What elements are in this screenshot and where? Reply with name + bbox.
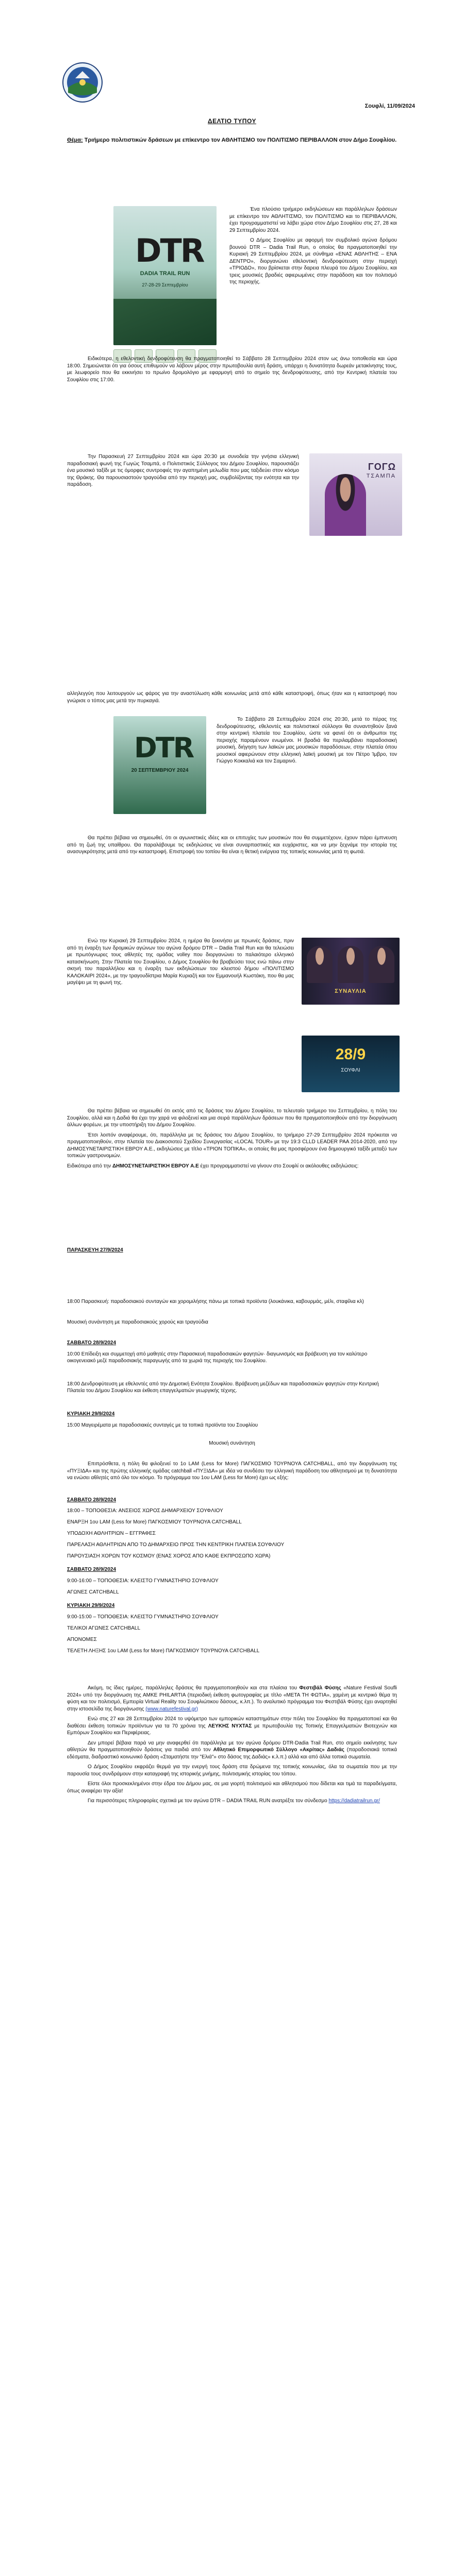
paragraph-3: Ειδικότερα, η εθελοντική δενδροφύτευση θα πραγματοποιηθεί το Σάββατο 28 Σεπτεμβρίου 2024 στον ως άνω τοποθεσία και ώρα 18:00. Σημειώνεται ότι για όσους επιθυμούν να λάβουν μέρος στην πρωτοβουλία αυτή δράση, υπάρχει η δυνατότητα δωρεάν μετακίνησης τους, με λεωφορείο που θα εκκινήσει το πρωίνο δρομολόγιο με εφαρμογή από το σημείο της δενδροφύτευσης, από την Κεντρική πλατεία του Σουφλίου στις 17:00. (67, 356, 397, 383)
paragraph-13 (67, 1685, 397, 1713)
catchball-saturday-heading: ΣΑΒΒΑΤΟ 28/9/2024 (67, 1497, 117, 1503)
poster-dtr-sub: DADIA TRAIL RUN (140, 270, 190, 277)
poster-dtr-title: DTR (135, 232, 204, 269)
catchball-saturday2-item-1: 9:00-16:00 – ΤΟΠΟΘΕΣΙΑ: ΚΛΕΙΣΤΟ ΓΥΜΝΑΣΤΗΡΙΟ ΣΟΥΦΛΙΟΥ (67, 1578, 219, 1584)
poster-dtr-dates: 27-28-29 Σεπτεμβρίου (142, 282, 188, 287)
paragraph-block-9 (67, 1108, 397, 1173)
catchball-saturday-item-2: ΕΝΑΡΞΗ 1ου LAM (Less for More) ΠΑΓΚΟΣΜΙΟΥ ΤΟΥΡΝΟΥΑ CATCHBALL (67, 1519, 242, 1525)
p13-text-c: «Nature Festival Soufli 2024» υπό την διοργάνωση της ΑΜΚΕ PHILARTIA (περιοδική έκθεση φωτογραφίας με τίτλο «ΜΕΤΑ ΤΗ ΦΩΤΙΑ», χαμένη με κεντρικό θέμα τη φύση και τον πολιτισμό, Εμπειρία Virtual Reality του Σουφλιώτικου δάσους, κ.λπ.). Το αναλυτικό πρόγραμμα του Φεστιβάλ Φύσης έχει αναρτηθεί στην ιστοσελίδα της διοργάνωσης (67, 1685, 397, 1712)
paragraph-11 (67, 1163, 397, 1170)
dtr-poster-image (113, 206, 217, 345)
p15-text-a: Δεν μπορεί βέβαια παρά να μην αναφερθεί ότι παράλληλα με τον αγώνα δρόμου DTR-Dadia Trail Run, στο σημείο εκκίνησης των αθλητών θα πραγματοποιηθούν δράσεις για παιδιά από τον (67, 1740, 397, 1753)
poster-dtr2-date: 20 ΣΕΠΤΕΜΒΡΙΟΥ 2024 (131, 768, 189, 773)
paragraph-block-7 (67, 835, 397, 859)
event-poster-image (302, 1036, 400, 1092)
municipality-logo (62, 62, 103, 103)
paragraph-10: Έτσι λοιπόν αναφέρουμε, ότι, παράλληλα με τις δράσεις του Δήμου Σουφλίου, το τριήμερο 27-29 Σεπτεμβρίου 2024 πρόκειται να πραγματοποιηθούν, στην πλατεία του Διακοσιοτεύ Σχεδίου Συνεργασίας «LOCAL TOUR» με την 19:3 CLLD LEADER PAA 2014-2020, από την ΔΗΜΟΣΥΝΕΤΑΙΡΙΣΤΙΚΗ ΕΒΡΟΥ Α.Ε., εκδηλώσεις με τίτλο «ΤΡΙΟΝ ΤΟΠΙΚΑ», οι οποίες θα μας προσφέρουν ένα δημιουργικό ταξίδι μεταξύ των τοπικών γαστρονομιών. (67, 1132, 397, 1159)
sunday-item-2: Μουσική συνάντηση (209, 1440, 255, 1446)
p14-white-night: ΛΕΥΚΗΣ ΝΥΧΤΑΣ (208, 1723, 252, 1729)
paragraph-block-6 (217, 716, 397, 768)
event-date-caption: 28/9 (335, 1046, 366, 1063)
paragraph-block-3 (67, 355, 397, 386)
paragraph-6: Το Σάββατο 28 Σεπτεμβρίου 2024 στις 20:30, μετά το πέρας της δενδροφύτευσης, εθελοντές και πολιτιστικοί σύλλογοι θα συναντηθούν ξανά στην κεντρική πλατεία του Σουφλίου, ώστε να φανεί ότι οι άνθρωποι της περιοχής παραμένουν ενωμένοι. Η βραδιά θα περιλαμβάνει παραδοσιακή μουσική, διήγηση των λαϊκών μας μουσικών παραδόσεων, στην πλατεία όπου μουσικοί αφιερώνουν στην ελληνική λαϊκή μουσική με τον Πέτρο Ίμβρο, τον Γιώργο Κοκκαλιά και τον Σαμαρινό. (217, 717, 397, 764)
saturday-item-1: 10:00 Επίδειξη και συμμετοχή από μαθητές στην Παρασκευή παραδοσιακών φαγητών· διαγωνισμός και βράβευση για τον καλύτερο οικογενειακό μεζέ παραδοσιακής παραγωγής από τα χωριά της περιοχής του Σουφλίου. (67, 1351, 368, 1364)
subject-text: Τριήμερο πολιτιστικών δράσεων με επίκεντρο τον ΑΘΛΗΤΙΣΜΟ τον ΠΟΛΙΤΙΣΜΟ ΠΕΡΙΒΑΛΛΟΝ στον Δήμο Σουφλίου. (84, 137, 397, 143)
p13-text-a: Ακόμη, τις ίδιες ημέρες, παράλληλες δράσεις θα πραγματοποιηθούν και στα πλαίσια του (88, 1685, 297, 1691)
singer-figure (325, 474, 366, 536)
catchball-saturday-item-1: 18:00 – ΤΟΠΟΘΕΣΙΑ: ΑΝΣΕΙΟΣ ΧΩΡΟΣ ΔΗΜΑΡΧΕΙΟΥ ΣΟΥΦΛΙΟΥ (67, 1508, 223, 1514)
p13-festival: Φεστιβάλ Φύσης (299, 1685, 341, 1691)
paragraph-15 (67, 1740, 397, 1761)
paragraph-block-closing (67, 1685, 397, 1808)
catchball-saturday-item-4: ΠΑΡΕΛΑΣΗ ΑΘΛΗΤΡΙΩΝ ΑΠΟ ΤΟ ΔΗΜΑΡΧΕΙΟ ΠΡΟΣ ΤΗΝ ΚΕΝΤΡΙΚΗ ΠΛΑΤΕΙΑ ΣΟΥΦΛΙΟΥ (67, 1542, 285, 1548)
paragraph-intro (229, 206, 397, 289)
catchball-sunday-item-1: 9:00-15:00 – ΤΟΠΟΘΕΣΙΑ: ΚΛΕΙΣΤΟ ΓΥΜΝΑΣΤΗΡΙΟ ΣΟΥΦΛΙΟΥ (67, 1614, 219, 1620)
singer-poster-image (309, 453, 402, 536)
event-place-caption: ΣΟΥΦΛΙ (341, 1067, 360, 1073)
saturday-item-2: 18:00 Δενδροφύτευση με εθελοντές από την Δημοτική Ενότητα Σουφλίου. Βράβευση μεζέδων και παραδοσιακών φαγητών στην Κεντρική Πλατεία του Δήμου Σουφλίου και έκθεση επαγγελματιών γεωργικής τέχνης. (67, 1381, 379, 1394)
dtr-second-poster-image (113, 716, 206, 814)
p18-text-a: Για περισσότερες πληροφορίες σχετικά με τον αγώνα DTR – DADIA TRAIL RUN ανατρέξτε τον σύνδεσμο (88, 1798, 327, 1804)
paragraph-1: Ένα πλούσιο τριήμερο εκδηλώσεων και παράλληλων δράσεων με επίκεντρο τον ΑΘΛΗΤΙΣΜΟ, τον ΠΟΛΙΤΙΣΜΟ και το ΠΕΡΙΒΑΛΛΟΝ, έχει προγραμματιστεί να λάβει χώρα στον Δήμο Σουφλίου στις 27, 28 και 29 Σεπτεμβρίου 2024. (229, 207, 397, 233)
p14-text-c: με πρωτοβουλία της Τοπικής Επαγγελματιών Βιοτεχνών και Εμπόρων Σουφλίου και Περιφέρειας. (67, 1723, 397, 1736)
p11-org: ΔΗΜΟΣΥΝΕΤΑΙΡΙΣΤΙΚΗ ΕΒΡΟΥ Α.Ε (112, 1163, 199, 1169)
p15-club: Αθλητικό Επιμορφωτικό Σύλλογο «Ακρίτας» Δαδιάς (213, 1747, 344, 1753)
paragraph-block-8 (67, 938, 294, 990)
poster-dtr2-title: DTR (134, 732, 193, 764)
catchball-saturday2-item-2: ΑΓΩΝΕΣ CATCHBALL (67, 1589, 119, 1595)
concert-caption: ΣΥΝΑΥΛΙΑ (335, 988, 367, 994)
saturday-heading: ΣΑΒΒΑΤΟ 28/9/2024 (67, 1340, 117, 1346)
friday-heading: ΠΑΡΑΣΚΕΥΗ 27/9/2024 (67, 1247, 123, 1253)
paragraph-14 (67, 1716, 397, 1737)
performers-row (307, 946, 394, 983)
paragraph-18 (67, 1798, 397, 1805)
catchball-sunday-item-3: ΑΠΟΝΟΜΕΣ (67, 1637, 97, 1642)
document-date: Σουφλί, 11/09/2024 (364, 103, 415, 109)
p15-text-c: (παραδοσιακά τοπικά εδέσματα, διαδραστικό κοινωνικό δράση «Σταματήστε την "Ελιά"» στο δάσος της Δαδιάς» κ.λ.π.) αλλά και από άλλα τοπικά σωματεία. (67, 1747, 397, 1760)
concert-poster-image (302, 938, 400, 1005)
catchball-sunday-item-4: ΤΕΛΕΤΗ ΛΗΞΗΣ 1ου LAM (Less for More) ΠΑΓΚΟΣΜΙΟΥ ΤΟΥΡΝΟΥΑ CATCHBALL (67, 1648, 260, 1654)
document-subject (67, 136, 397, 144)
p11-text-a: Ειδικότερα από την (67, 1163, 111, 1169)
dtr-website-link[interactable]: https://dadiatrailrun.gr/ (328, 1798, 380, 1804)
catchball-saturday-item-5: ΠΑΡΟΥΣΙΑΣΗ ΧΟΡΩΝ ΤΟΥ ΚΟΣΜΟΥ (ΕΝΑΣ ΧΟΡΟΣ ΑΠΟ ΚΑΘΕ ΕΚΠΡΟΣΩΠΟ ΧΩΡΑ) (67, 1553, 271, 1559)
paragraph-7: Θα πρέπει βέβαια να σημειωθεί, ότι οι αγωνιστικές ιδέες και οι επιτυχίες των μουσικών που θα συμμετέχουν, έχουν πάρει έμπνευση από τη ζωή της υπαίθρου. Θα παραλάβουμε τις εκδηλώσεις να είναι συναρπαστικές και ευχάριστες, και να μην ξεχνάμε την ιστορία της ανασυγκρότησης μετά από την καταστροφή. Επιστροφή του τοπίου θα είναι η θετική ενέργεια της τοπικής κοινωνίας μετά τη φωτιά. (67, 835, 397, 855)
paragraph-block-12 (67, 1461, 397, 1485)
p14-text-a: Ενώ στις 27 και 28 Σεπτεμβρίου 2024 το υψόμετρο των εμπορικών καταστημάτων στην πόλη του Σουφλίου θα πραγματοποιεί και θα διαθέσει έκθεση τοπικών προϊόντων για τα 70 χρόνια της (67, 1716, 397, 1729)
performer-figure (307, 946, 333, 983)
sunday-item-1: 15:00 Μαγειρέματα με παραδοσιακές συνταγές με τα τοπικά προϊόντα του Σουφλίου (67, 1422, 258, 1428)
paragraph-5: αλληλεγγύη που λειτουργούν ως φάρος για την αναστύλωση κάθε κοινωνίας μετά από κάθε καταστροφή, όπως ήταν και η καταστροφή που γνώρισε ο τόπος μας μετά την πυρκαγιά. (67, 691, 397, 704)
subject-label: Θέμα: (67, 137, 83, 143)
sunday-heading: ΚΥΡΙΑΚΗ 29/9/2024 (67, 1411, 115, 1417)
catchball-sunday-heading: ΚΥΡΙΑΚΗ 29/9/2024 (67, 1603, 115, 1608)
paragraph-2: Ο Δήμος Σουφλίου με αφορμή τον συμβολικό αγώνα δρόμου βουνού DTR – Dadia Trail Run, ο οποίος θα πραγματοποιηθεί την Κυριακή 29 Σεπτεμβρίου 2024, με σύνθημα «ΕΝΑΣ ΑΘΛΗΤΗΣ – ΕΝΑ ΔΕΝΤΡΟ», διοργανώνει εθελοντική δενδροφύτευση στην περιοχή «ΤΡΙΟΔΟ», που βρίσκεται στην δαρεια πλευρά του Δήμου Σουφλίου, και τρεις μουσικές βραδιές αφιερωμένες στην παράδοση και τον πολιτισμό της περιοχής. (229, 238, 397, 285)
paragraph-8: Ενώ την Κυριακή 29 Σεπτεμβρίου 2024, η ημέρα θα ξεκινήσει με πρωινές δράσεις, πριν από τη έναρξη των δρομικών αγώνων του αγώνα δρόμου DTR – Dadia Trail Run και θα τελειώσει με πρωτόγνωρες τους αθλητές της ομάδας volley που διοργανώνει το παλαιότερο ελληνικό κατασκήνωση. Στην Πλατεία του Σουφλίου, ο Δήμος Σουφλίου θα βραβεύσει τους ενώ πάνω στην σκηνή του παραλλήλου και η έναρξη των εκδηλώσεων του κλειστού δήμου «ΠΟΛΙΤΙΣΜΟ ΚΑΛΟΚΑΙΡΙ 2024», με την τραγουδίστρια Μαρία Κυριαζή και τον Εμμανουήλ Κωστάκη, που θα μας μαγέψει με τη φωνή της. (67, 938, 294, 986)
paragraph-17: Είστε όλοι προσκεκλημένοι στην έδρα του Δήμου μας, σε μια γιορτή πολιτισμού και αθλητισμού που δίδεται και τιμά τα παραδείγματα, όπως αναφέρει την αξία! (67, 1781, 397, 1794)
document-title: ΔΕΛΤΙΟ ΤΥΠΟΥ (208, 117, 256, 125)
singer-name: ΓΟΓΩ (368, 462, 396, 472)
p11-text-c: έχει προγραμματιστεί να γίνουν στο Σουφλί οι ακόλουθες εκδηλώσεις: (200, 1163, 359, 1169)
catchball-saturday-item-3: ΥΠΟΔΟΧΗ ΑΘΛΗΤΡΙΩΝ – ΕΓΓΡΑΦΕΣ (67, 1531, 156, 1536)
paragraph-block-4 (67, 453, 299, 492)
performer-figure (369, 946, 394, 983)
paragraph-16: Ο Δήμος Σουφλίου εκφράζει θερμά για την ενεργή τους δράση στα δρώμενα της τοπικής κοινωνίας, όλα τα σωματεία που με την παρουσία τους συνδράμουν στην καταγραφή της ιστορικής μνήμης, πολιτισμικής ιστορίας του τόπου. (67, 1764, 397, 1777)
paragraph-block-5 (67, 690, 397, 707)
catchball-saturday2-heading: ΣΑΒΒΑΤΟ 28/9/2024 (67, 1567, 117, 1572)
paragraph-12: Επιπρόσθετα, η πόλη θα φιλοξενεί το 1ο LAM (Less for More) ΠΑΓΚΟΣΜΙΟ ΤΟΥΡΝΟΥΑ CATCHBALL, από την διοργάνωση της «ΠΥΞΙΔΑ» και της πρώτης ελληνικής ομάδας catchball «ΠΥΞΙΔΑ» με ιδέα να συνδέσει την ελληνική παράδοση του αθλητισμού με τη δυνατότητα να ενώσει αθλητές από όλο τον κόσμο. Το πρόγραμμα του 1ου LAM (Less for More) έχει ως εξής: (67, 1461, 397, 1481)
paragraph-9: Θα πρέπει βέβαια να σημειωθεί ότι εκτός από τις δράσεις του Δήμου Σουφλίου, το τελευταίο τριήμερο του Σεπτεμβρίου, η πόλη του Σουφλίου, αλλά και η Δαδιά θα έχει την χαρά να φιλοξενεί και μια σειρά παράλληλων δράσεων που θα πραγματοποιηθούν από την διοργάνωση άλλων φορέων, με την υποστήριξη του Δήμου Σουφλίου. (67, 1108, 397, 1128)
singer-surname: ΤΣΑΜΠΑ (366, 473, 396, 479)
catchball-sunday-item-2: ΤΕΛΙΚΟΙ ΑΓΩΝΕΣ CATCHBALL (67, 1625, 141, 1631)
friday-item-2: Μουσική συνάντηση με παραδοσιακούς χορούς και τραγούδια (67, 1319, 208, 1325)
performer-figure (338, 946, 363, 983)
paragraph-4: Την Παρασκευή 27 Σεπτεμβρίου 2024 και ώρα 20:30 με συνοδεία την γνήσια ελληνική παραδοσιακή φωνή της Γωγώς Τσαμπά, ο Πολιτιστικός Σύλλογος του Δήμου Σουφλίου, παρουσιάζει ένα μουσικό ταξίδι με τις όμορφες συντροφιές την αγαπημένη μελωδία που μας ταξιδεύει στον κόσμο της Θράκης. Θα παρουσιαστούν τραγούδια από την περιοχή μας, συμβολίζοντας την ενότητα και την παράδοση. (67, 454, 299, 487)
nature-festival-link[interactable]: (www.naturefestival.gr) (145, 1706, 198, 1712)
poster-mountain-shape (113, 299, 217, 345)
friday-item-1: 18:00 Παρασκευή: παραδοσιακού συνταγών και χορομιλήσης πάνω με τοπικά προϊόντα (λουκάνικα, καβουρμάς, μέλι, σταφίλια κλ) (67, 1299, 364, 1304)
